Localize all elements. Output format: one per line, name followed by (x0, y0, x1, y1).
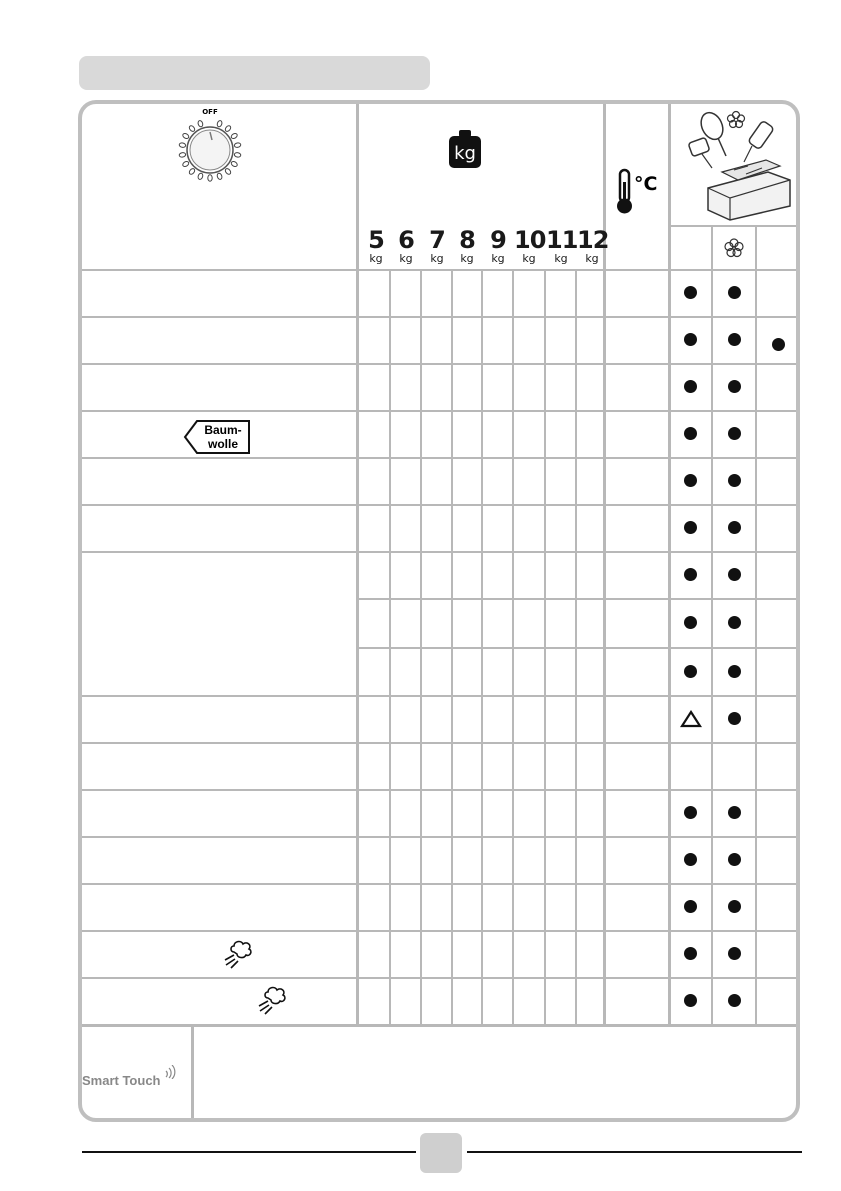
compartment-dot (684, 994, 697, 1007)
kg-unit: kg (369, 252, 383, 265)
kg-column-header (422, 228, 452, 264)
row-line (82, 836, 796, 838)
kg-unit: kg (554, 252, 568, 265)
cotton-label-badge (183, 419, 251, 455)
kg-unit: kg (399, 252, 413, 265)
compartment-dot (684, 665, 697, 678)
kg-column-header (546, 228, 576, 264)
footer-rule-left (82, 1151, 416, 1153)
kg-value: 11 (546, 226, 578, 254)
dial-off-label: OFF (202, 108, 218, 116)
kg-unit: kg (585, 252, 599, 265)
row-line (82, 930, 796, 932)
row-line (82, 551, 796, 553)
row-line (82, 363, 796, 365)
kg-column-header (577, 228, 607, 264)
compartment-divider-1 (711, 226, 713, 1025)
kg-value: 10 (514, 226, 546, 254)
program-dial-icon (178, 104, 242, 184)
compartment-dot (684, 900, 697, 913)
compartment-dot (728, 712, 741, 725)
compartment-dot (684, 568, 697, 581)
weight-kg-icon (446, 128, 484, 170)
compartment-dot (728, 521, 741, 534)
page-number-box (420, 1133, 462, 1173)
smart-touch-text: Smart Touch (82, 1073, 161, 1088)
compartment-dot (684, 380, 697, 393)
compartment-dot (728, 427, 741, 440)
kg-unit: kg (460, 252, 474, 265)
kg-value: 5 (368, 226, 384, 254)
steam-icon-2 (256, 984, 290, 1016)
compartment-dot (728, 806, 741, 819)
compartment-dot (728, 853, 741, 866)
nfc-signal-icon (164, 1065, 178, 1079)
row-line (359, 598, 796, 600)
compartment-dot (728, 474, 741, 487)
compartment-dot (684, 521, 697, 534)
kg-column-header (514, 228, 544, 264)
kg-value: 9 (490, 226, 506, 254)
kg-unit: kg (522, 252, 536, 265)
program-column-divider (356, 104, 359, 1025)
kg-unit: kg (491, 252, 505, 265)
detergent-drawer-icon (682, 106, 796, 222)
compartment-dot (684, 286, 697, 299)
row-line (82, 977, 796, 979)
kg-column-header (361, 228, 391, 264)
compartment-dot (684, 333, 697, 346)
kg-column-header (483, 228, 513, 264)
compartment-dot (728, 665, 741, 678)
temperature-unit: °C (634, 173, 658, 195)
compartment-dot (728, 286, 741, 299)
row-line (82, 883, 796, 885)
temperature-column-divider (668, 104, 671, 1025)
compartment-divider-2 (755, 226, 757, 1025)
kg-column-header (391, 228, 421, 264)
compartment-header-line (671, 225, 796, 227)
row-line (82, 410, 796, 412)
compartment-dot (728, 380, 741, 393)
compartment-dot (684, 427, 697, 440)
compartment-dot (684, 853, 697, 866)
compartment-dot (728, 947, 741, 960)
compartment-dot (728, 568, 741, 581)
footer-rule-right (467, 1151, 802, 1153)
compartment-dot (728, 616, 741, 629)
compartment-dot (684, 947, 697, 960)
kg-value: 6 (398, 226, 414, 254)
row-line (82, 269, 796, 271)
kg-column-header (452, 228, 482, 264)
kg-value: 12 (577, 226, 609, 254)
compartment-dot (728, 333, 741, 346)
compartment-dot (684, 616, 697, 629)
cotton-badge-line1: Baum- (204, 423, 242, 437)
row-line (82, 789, 796, 791)
row-line (82, 742, 796, 744)
compartment-dot (728, 900, 741, 913)
smart-touch-label (82, 1073, 178, 1088)
row-line (82, 457, 796, 459)
row-line (359, 647, 796, 649)
compartment-dot (684, 474, 697, 487)
compartment-dot (684, 806, 697, 819)
compartment-triangle (680, 710, 702, 732)
softener-flower-icon (724, 238, 744, 258)
section-title-bar (79, 56, 430, 90)
cotton-badge-line2: wolle (207, 437, 239, 451)
kg-unit: kg (430, 252, 444, 265)
compartment-dot (728, 994, 741, 1007)
weight-icon-label: kg (454, 143, 476, 164)
row-line (82, 504, 796, 506)
kg-value: 8 (459, 226, 475, 254)
steam-icon (222, 938, 256, 970)
smart-touch-divider (191, 1027, 194, 1118)
row-line (82, 695, 796, 697)
compartment-dot (772, 338, 785, 351)
table-bottom-line (82, 1024, 796, 1027)
thermometer-icon (614, 168, 664, 216)
row-line (82, 316, 796, 318)
kg-value: 7 (429, 226, 445, 254)
